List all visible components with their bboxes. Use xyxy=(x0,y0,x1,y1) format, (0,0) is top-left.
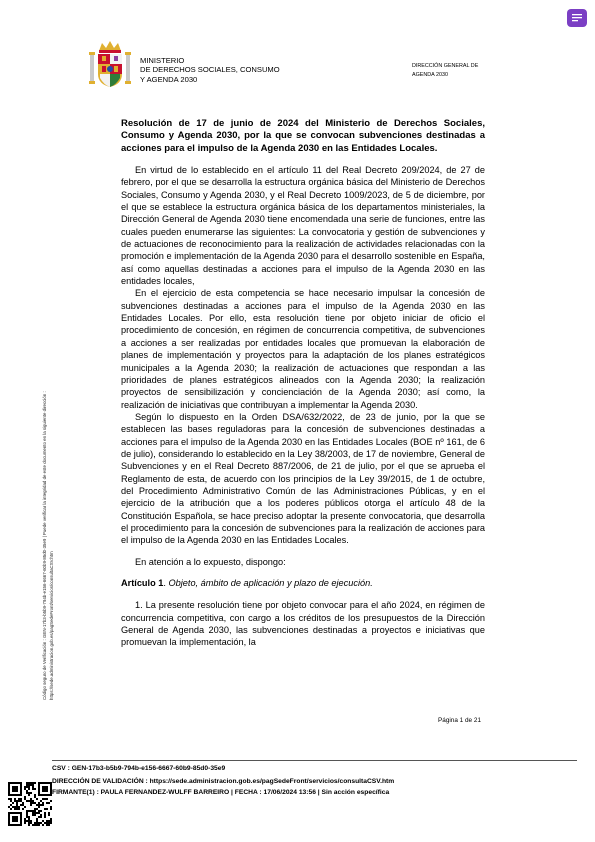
verification-side-line: Código seguro de Verificación : GEN-17b3-b5b9-794b-e156-6667-60b9-85d0-35e9 | Puede verificar la integridad de este documento en la siguiente dirección : xyxy=(42,391,47,700)
document-body xyxy=(121,164,485,649)
ministry-name xyxy=(140,56,280,84)
footer-validation: DIRECCIÓN DE VALIDACIÓN : https://sede.administracion.gob.es/pagSedeFront/servicios/consultaCSV.htm xyxy=(52,778,395,785)
document-title: Resolución de 17 de junio de 2024 del Ministerio de Derechos Sociales, Consumo y Agenda 2030, por la que se convocan subvenciones destinadas a acciones para el impulso de la Agenda 2030 en las Entidades Locales. xyxy=(121,118,485,154)
paragraph: En atención a lo expuesto, dispongo: xyxy=(135,556,286,567)
article-label: Artículo 1 xyxy=(121,578,164,588)
coat-of-arms-icon xyxy=(88,40,132,90)
ministry-line: Y AGENDA 2030 xyxy=(140,74,198,84)
direccion-line: DIRECCIÓN GENERAL DE xyxy=(412,63,479,69)
paragraph: En el ejercicio de esta competencia se hace necesario impulsar la concesión de subvenciones destinadas a acciones para el impulso de la Agenda 2030 en las Entidades Locales. Por ello, esta resolución tiene por objeto iniciar de oficio el procedimiento de concesión, en régimen de concurrencia competitiva, de subvenciones a acciones a ser realizadas por entidades locales que promuevan la elaboración de planes de implementación y proyectos para la adaptación de los planes estratégicos municipales a la Agenda 2030; la realización de actuaciones que respondan a las prioridades de planes estratégicos alineados con la Agenda 2030; la realización proyectos de sensibilización y concienciación de la Agenda 2030; así como, la realización de iniciativas que contribuyan a implementar la Agenda 2030. xyxy=(121,288,485,410)
footer-signer: FIRMANTE(1) : PAULA FERNANDEZ-WULFF BARREIRO | FECHA : 17/06/2024 13:56 | Sin acción específica xyxy=(52,789,390,796)
paragraph: En virtud de lo establecido en el artículo 11 del Real Decreto 209/2024, de 27 de febrero, por el que se desarrolla la estructura orgánica básica del Ministerio de Derechos Sociales, Consumo y Agenda 2030, y el Real Decreto 1009/2023, de 5 de diciembre, por el que se establece la estructura orgánica básica de los departamentos ministeriales, la Dirección General de Agenda 2030 tiene encomendada una serie de funciones, entre las cuales pueden enumerarse las siguientes: La convocatoria y gestión de subvenciones y de actuaciones de reconocimiento para la realización de actividades relacionadas con la promoción e implementación de la Agenda 2030 para el desarrollo sostenible en España, así como aquellas destinadas a acciones para el impulso de la Agenda 2030 en las entidades locales, xyxy=(121,165,485,287)
qr-code xyxy=(8,782,52,826)
verification-side-line: https://sede.administracion.gob.es/pagSedeFront/servicios/consultaCSV.htm xyxy=(48,551,54,700)
direccion-general xyxy=(412,62,478,79)
footer-csv: CSV : GEN-17b3-b5b9-794b-e156-6667-60b9-85d0-35e9 xyxy=(52,765,226,772)
paragraph: 1. La presente resolución tiene por objeto convocar para el año 2024, en régimen de concurrencia competitiva, con cargo a los créditos de los presupuestos de la Dirección General de Agenda 2030, las subvenciones destinadas a proyectos e iniciativas que promuevan la implementación, la xyxy=(121,600,485,648)
page-number: Página 1 de 21 xyxy=(438,717,481,724)
article-title: Objeto, ámbito de aplicación y plazo de ejecución. xyxy=(168,578,373,588)
ministry-line: MINISTERIO xyxy=(140,56,185,65)
article-heading xyxy=(121,577,485,589)
ministry-line: DE DERECHOS SOCIALES, CONSUMO xyxy=(140,65,280,75)
article-separator: . xyxy=(163,578,169,588)
comment-icon[interactable] xyxy=(567,9,587,27)
footer-divider xyxy=(52,760,577,761)
verification-side-text xyxy=(42,60,55,700)
direccion-line: AGENDA 2030 xyxy=(412,71,448,78)
paragraph: Según lo dispuesto en la Orden DSA/632/2022, de 23 de junio, por la que se establecen las bases reguladoras para la concesión de subvenciones destinadas a acciones para el impulso de la Agenda 2030 en las Entidades Locales (BOE nº 161, de 6 de julio), considerando lo establecido en la Ley 38/2003, de 17 de noviembre, General de Subvenciones y en el Real Decreto 887/2006, de 21 de julio, por el que se aprueba el Reglamento de esta, de acuerdo con los principios de la Ley 39/2015, de 1 de octubre, del Procedimiento Administrativo Común de las Administraciones Públicas, y en el ejercicio de la atribución que a los poderes públicos otorga el artículo 48 de la Constitución Española, se hace preciso adoptar la presente convocatoria, que desarrolla el procedimiento para la concesión de subvenciones para la realización de acciones para el impulso de la Agenda 2030 en las Entidades Locales. xyxy=(121,411,485,546)
